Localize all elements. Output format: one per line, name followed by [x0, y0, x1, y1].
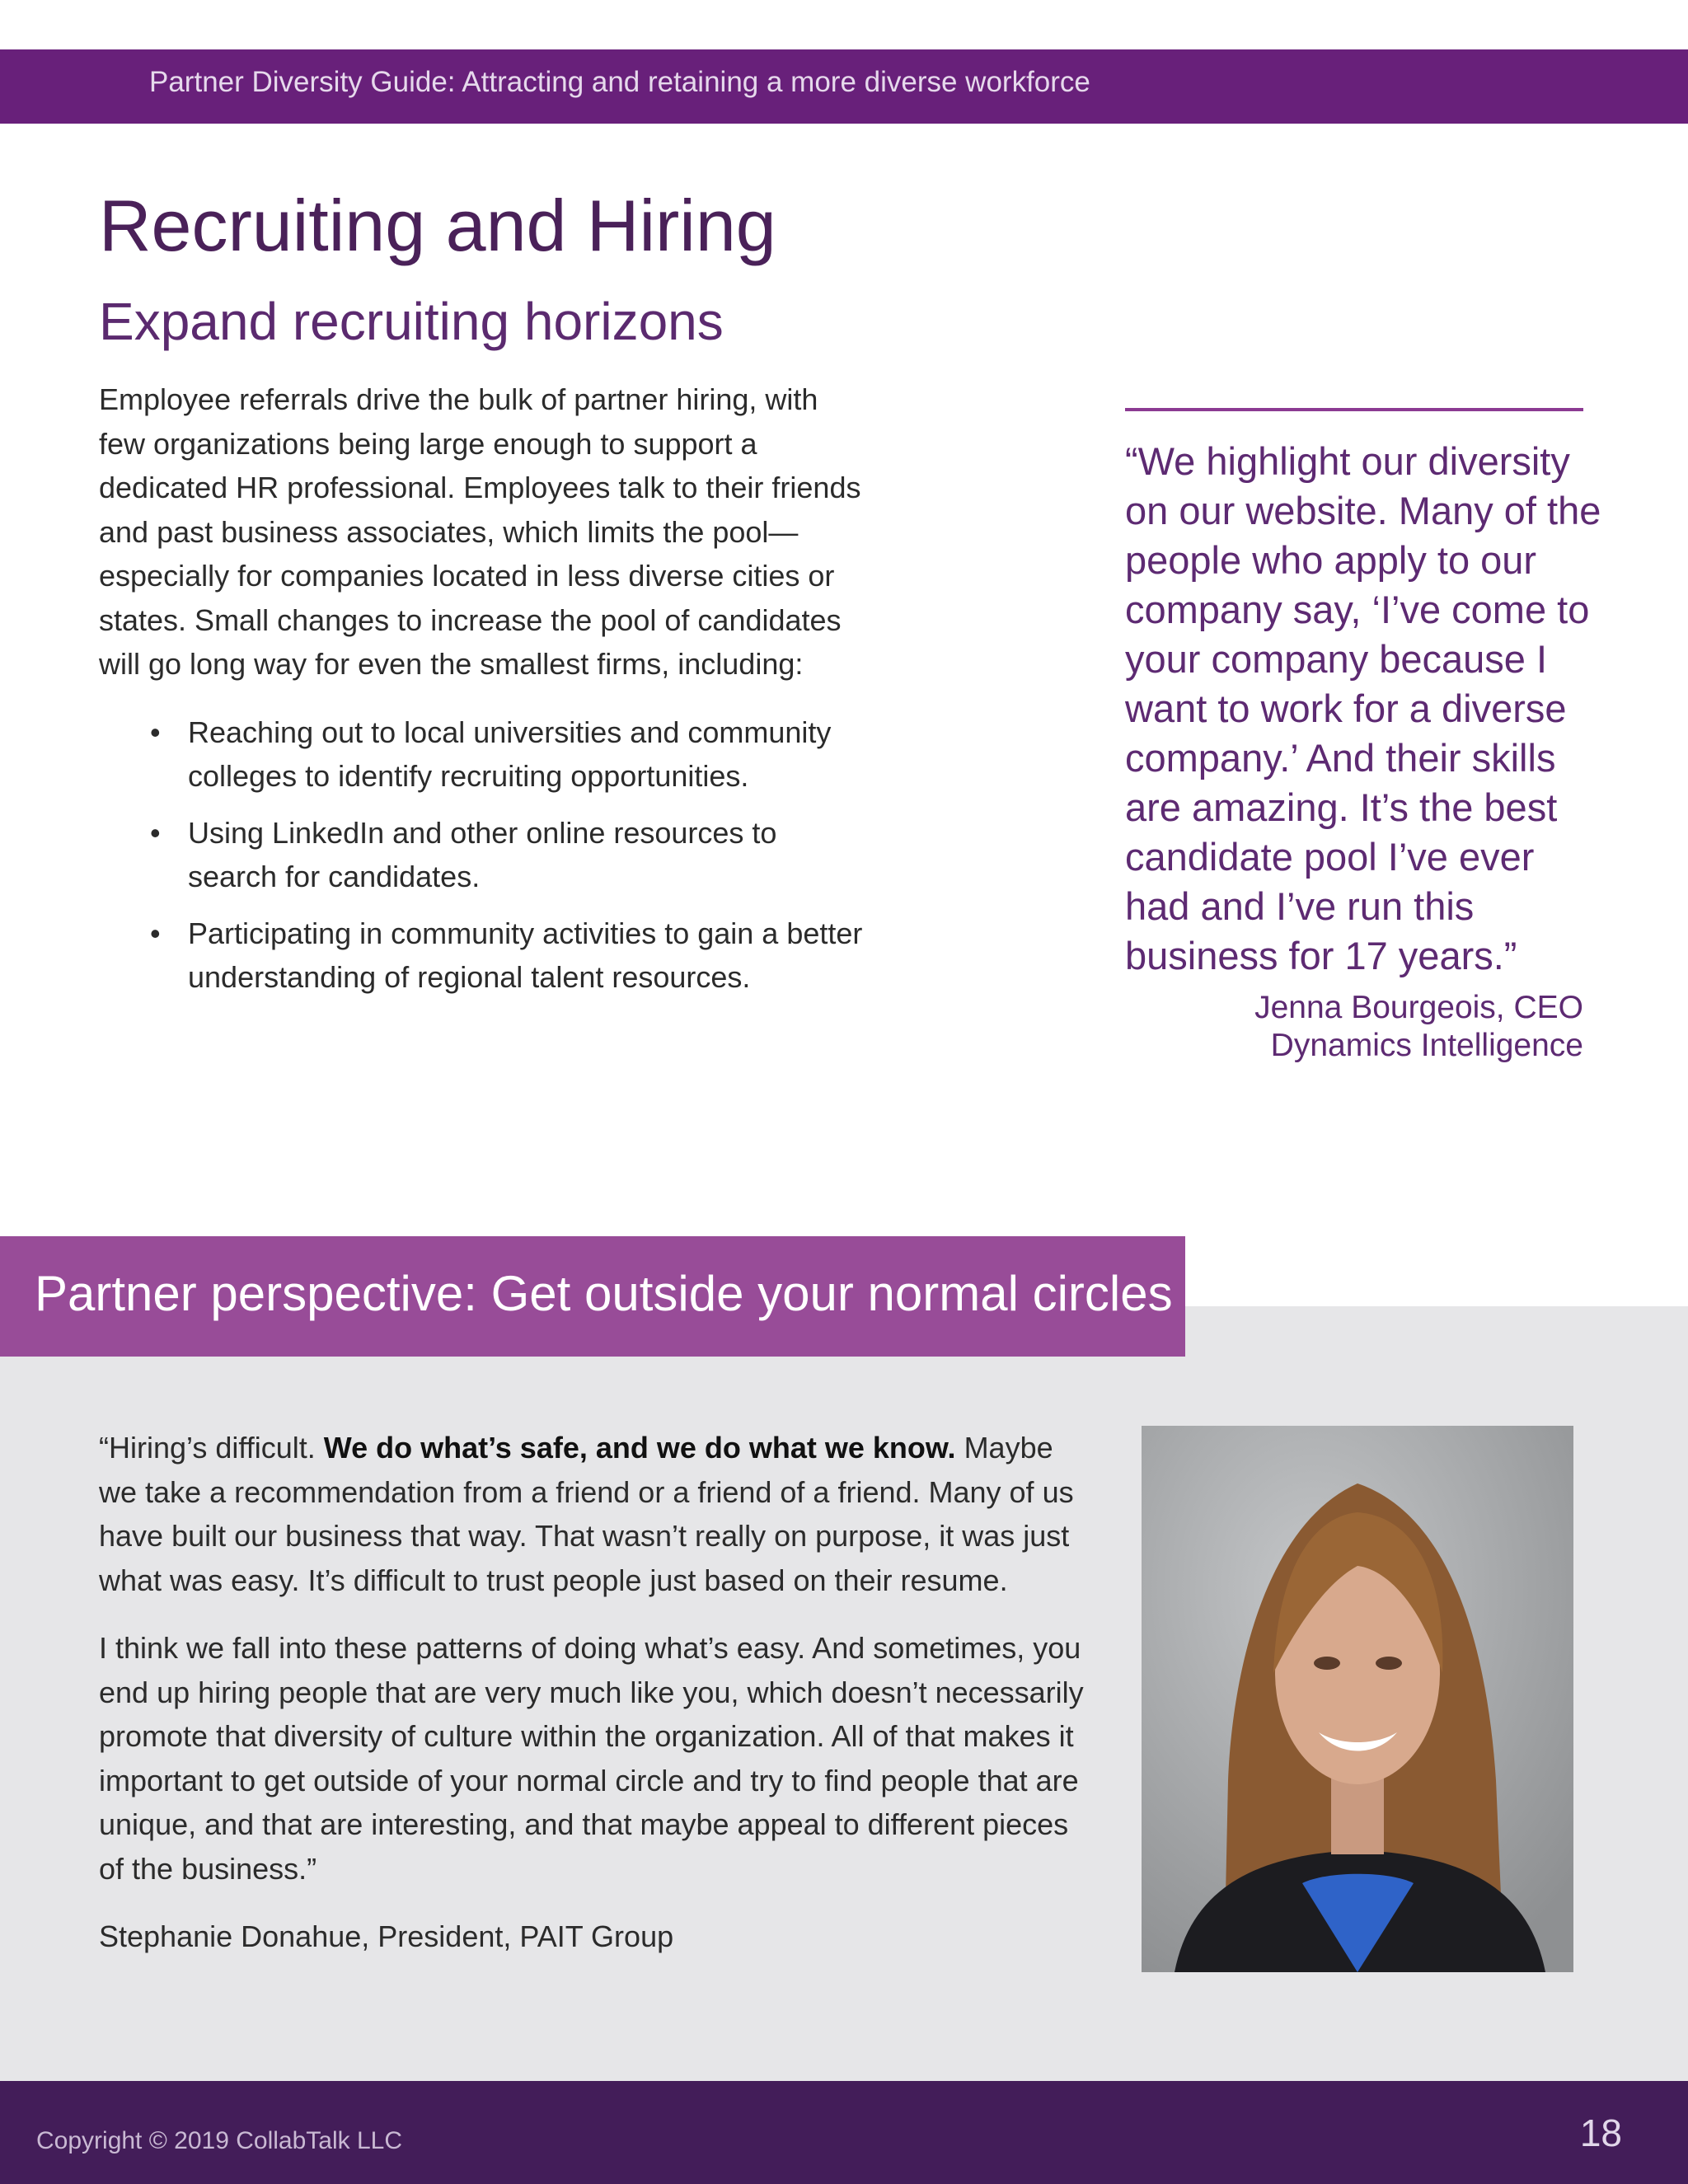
list-item: [99, 811, 870, 898]
intro-paragraph: Employee referrals drive the bulk of partner hiring, with few organizations being large enough to support a dedicated HR professional. Employees talk to their friends and past business associates, which limits the pool—especially for companies located in less diverse cities or states. Small changes to increase the pool of candidates will go long way for even the smallest firms, including:: [99, 382, 861, 681]
pull-quote: “We highlight our diversity on our website. Many of the people who apply to our company say, ‘I’ve come to your company because I want to work for a diverse company.’ And their skills are amazing. It’s the best candidate pool I’ve ever had and I’ve run this business for 17 years.”: [1125, 439, 1601, 977]
portrait-illustration: [1142, 1426, 1573, 1972]
partner-perspective-body: [99, 1426, 1088, 1983]
recruiting-tips-list: [99, 710, 870, 1012]
perspective-emphasis: We do what’s safe, and we do what we know.: [323, 1431, 956, 1465]
pull-quote-divider: [1125, 408, 1583, 411]
perspective-paragraph: I think we fall into these patterns of doing what’s easy. And sometimes, you end up hiring people that are very much like you, which doesn’t necessarily promote that diversity of culture within the organization. All of that makes it important to get outside of your normal circle and try to find people that are unique, and that are interesting, and that maybe appeal to different pieces of the business.”: [99, 1631, 1084, 1886]
section-subtitle: Expand recruiting horizons: [99, 292, 724, 351]
page-title: Recruiting and Hiring: [99, 185, 776, 266]
list-item-text: Participating in community activities to gain a better understanding of regional talent resources.: [188, 916, 863, 994]
partner-perspective-title: Partner perspective: Get outside your normal circles: [35, 1266, 1173, 1321]
document-header-title: Partner Diversity Guide: Attracting and retaining a more diverse workforce: [149, 66, 1090, 98]
bullet-icon: •: [150, 916, 161, 950]
perspective-attribution: Stephanie Donahue, President, PAIT Group: [99, 1919, 674, 1953]
list-item-text: Reaching out to local universities and community colleges to identify recruiting opportunities.: [188, 715, 832, 793]
pull-quote-company: Dynamics Intelligence: [1270, 1028, 1583, 1063]
pull-quote-attribution: [1254, 989, 1583, 1065]
list-item: [99, 710, 870, 798]
page-number: 18: [1579, 2111, 1622, 2154]
copyright-notice: Copyright © 2019 CollabTalk LLC: [36, 2127, 403, 2154]
portrait-photo: [1142, 1426, 1573, 1972]
bullet-icon: •: [150, 816, 161, 850]
list-item-text: Using LinkedIn and other online resources to search for candidates.: [188, 816, 777, 893]
pull-quote-author: Jenna Bourgeois, CEO: [1254, 990, 1583, 1025]
perspective-lead: “Hiring’s difficult.: [99, 1431, 324, 1465]
list-item: [99, 912, 870, 999]
bullet-icon: •: [150, 715, 161, 749]
perspective-continuation: Maybe we take a recommendation from a friend or a friend of a friend. Many of us have built our business that way. That wasn’t really on purpose, it was just what was easy. It’s difficult to trust people just based on their resume.: [99, 1431, 1074, 1597]
perspective-paragraph: [99, 1426, 1088, 1602]
